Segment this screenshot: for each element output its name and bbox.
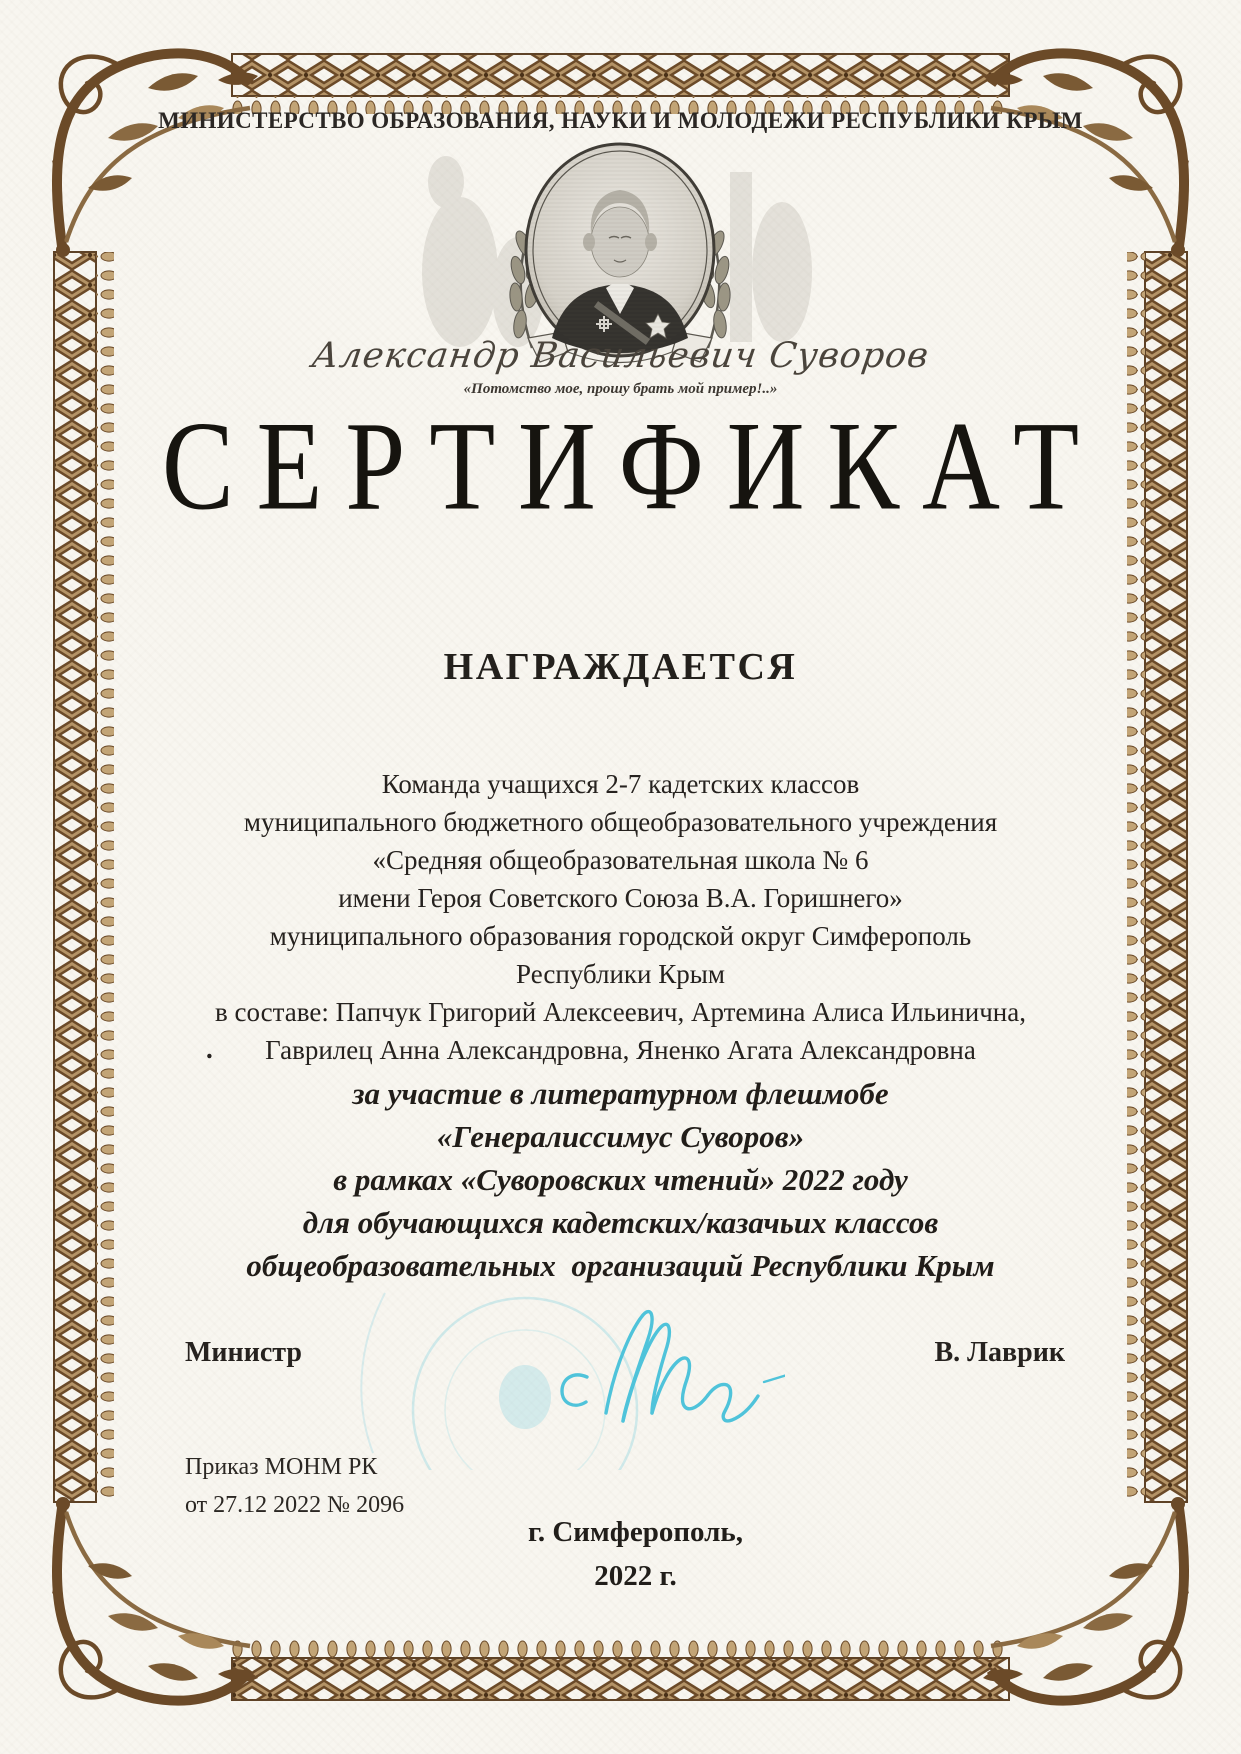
recipient-line: в составе: Папчук Григорий Алексеевич, Артемина Алиса Ильинична, — [215, 997, 1026, 1027]
award-reason-block — [0, 1072, 1241, 1287]
reason-line: для обучающихся кадетских/казачьих классов — [302, 1205, 939, 1240]
round-stamp — [361, 1293, 637, 1470]
award-heading: НАГРАЖДАЕТСЯ — [443, 646, 798, 688]
reason-line: «Генералиссимус Суворов» — [436, 1119, 805, 1154]
minister-name: В. Лаврик — [934, 1337, 1065, 1368]
certificate-title: СЕРТИФИКАТ — [161, 396, 1102, 537]
order-line: Приказ МОНМ РК — [185, 1454, 378, 1480]
suvorov-portrait — [400, 142, 840, 368]
minister-role-label: Министр — [185, 1337, 302, 1368]
recipient-line: муниципального бюджетного общеобразовательного учреждения — [243, 807, 998, 837]
reason-line: за участие в литературном флешмобе — [352, 1076, 889, 1111]
place-line: 2022 г. — [594, 1560, 677, 1592]
portrait-oval — [526, 144, 714, 356]
place-line: г. Симферополь, — [527, 1516, 744, 1548]
recipient-line: Команда учащихся 2-7 кадетских классов — [381, 769, 860, 799]
reason-line: в рамках «Суворовских чтений» 2022 году — [333, 1162, 908, 1197]
signature-strokes — [562, 1312, 785, 1421]
recipient-line: муниципального образования городской округ Симферополь — [269, 921, 972, 951]
portrait-name-caption: Александр Васильевич Суворов — [309, 336, 932, 376]
stray-period-mark: . — [206, 1034, 213, 1064]
recipient-line: имени Героя Советского Союза В.А. Горишнего» — [338, 883, 903, 913]
reason-line: общеобразовательных организаций Республики Крым — [246, 1248, 995, 1283]
recipient-line: Гаврилец Анна Александровна, Яненко Агата Александровна — [265, 1035, 976, 1065]
order-line: от 27.12 2022 № 2096 — [185, 1492, 405, 1518]
recipient-block — [0, 765, 1241, 1069]
recipient-line: Республики Крым — [516, 959, 725, 989]
recipient-line: «Средняя общеобразовательная школа № 6 — [372, 845, 869, 875]
portrait-quote: «Потомство мое, прошу брать мой пример!..» — [463, 381, 778, 397]
minister-signature — [315, 1285, 785, 1470]
place-date-block — [30, 1510, 1241, 1598]
ministry-header: МИНИСТЕРСТВО ОБРАЗОВАНИЯ, НАУКИ И МОЛОДЕЖИ РЕСПУБЛИКИ КРЫМ — [158, 108, 1083, 133]
